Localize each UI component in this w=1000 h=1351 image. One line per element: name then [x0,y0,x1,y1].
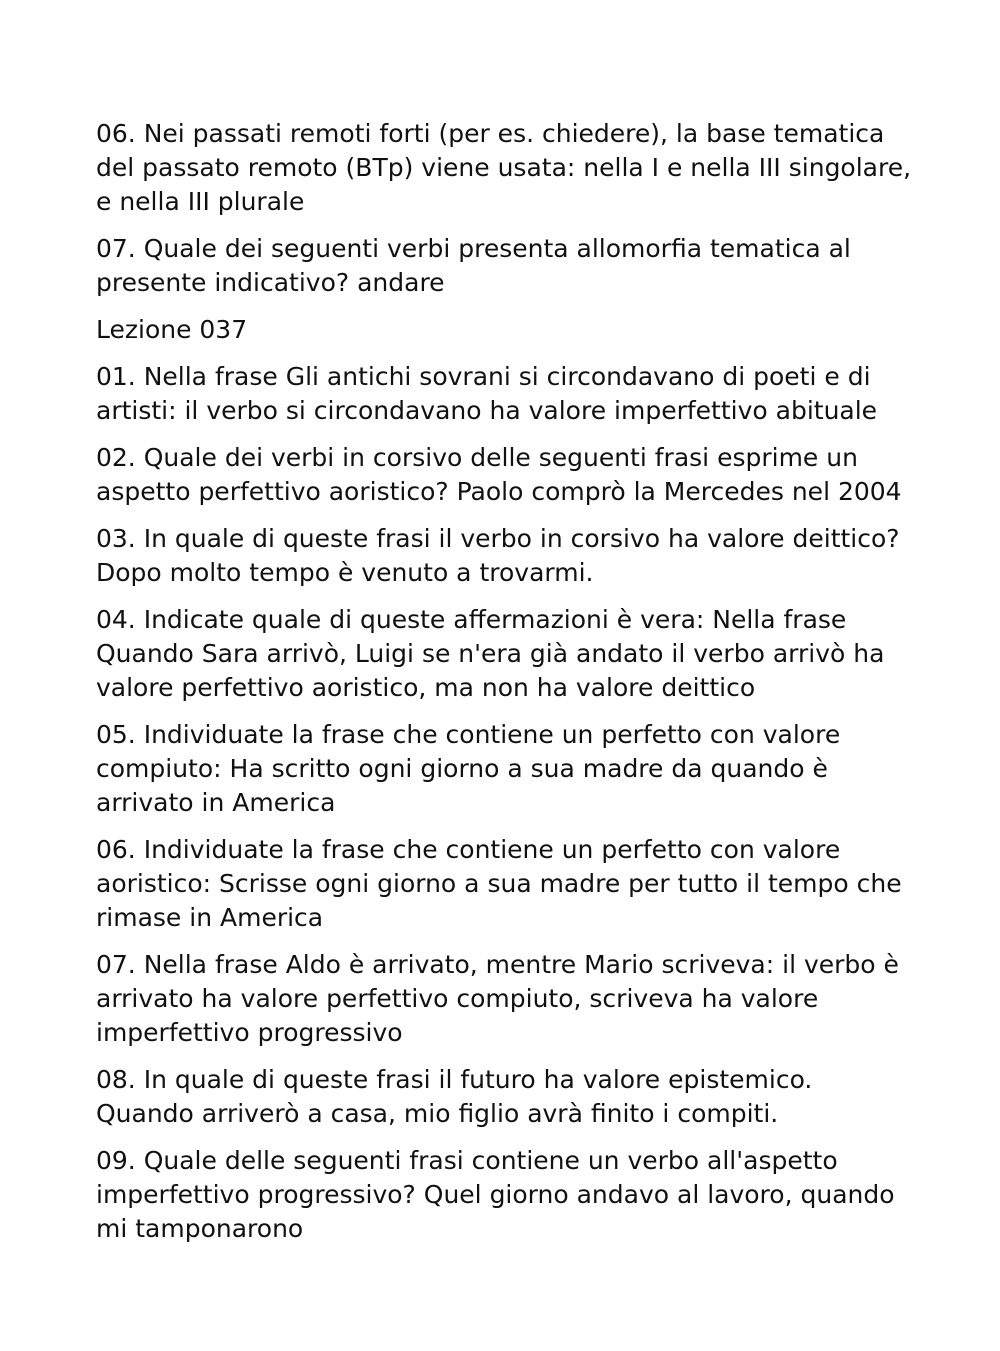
paragraph-07-allomorfia: 07. Quale dei seguenti verbi presenta allomorfia tematica al presente indicativo? andare [96,234,851,297]
paragraph-05: 05. Individuate la frase che contiene un perfetto con valore compiuto: Ha scritto ogni giorno a sua madre da quando è arrivato in America [96,720,841,817]
paragraph-04: 04. Indicate quale di queste affermazioni è vera: Nella frase Quando Sara arrivò, Luigi se n'era già andato il verbo arrivò ha valore perfettivo aoristico, ma non ha valore deittico [96,605,885,702]
paragraph-06-passati-remoti: 06. Nei passati remoti forti (per es. chiedere), la base tematica del passato remoto (BTp) viene usata: nella I e nella III singolare, e nella III plurale [96,119,912,216]
paragraph-01: 01. Nella frase Gli antichi sovrani si circondavano di poeti e di artisti: il verbo si circondavano ha valore imperfettivo abituale [96,362,878,425]
document-page [96,117,916,1259]
lesson-heading: Lezione 037 [96,315,248,344]
paragraph-08: 08. In quale di queste frasi il futuro ha valore epistemico. Quando arriverò a casa, mio figlio avrà finito i compiti. [96,1065,813,1128]
paragraph-02: 02. Quale dei verbi in corsivo delle seguenti frasi esprime un aspetto perfettivo aoristico? Paolo comprò la Mercedes nel 2004 [96,443,902,506]
paragraph-07: 07. Nella frase Aldo è arrivato, mentre Mario scriveva: il verbo è arrivato ha valore perfettivo compiuto, scriveva ha valore imperfettivo progressivo [96,950,899,1047]
paragraph-06: 06. Individuate la frase che contiene un perfetto con valore aoristico: Scrisse ogni giorno a sua madre per tutto il tempo che rimase in America [96,835,902,932]
paragraph-03: 03. In quale di queste frasi il verbo in corsivo ha valore deittico? Dopo molto tempo è venuto a trovarmi. [96,524,900,587]
paragraph-09: 09. Quale delle seguenti frasi contiene un verbo all'aspetto imperfettivo progressivo? Quel giorno andavo al lavoro, quando mi tamponarono [96,1146,895,1243]
